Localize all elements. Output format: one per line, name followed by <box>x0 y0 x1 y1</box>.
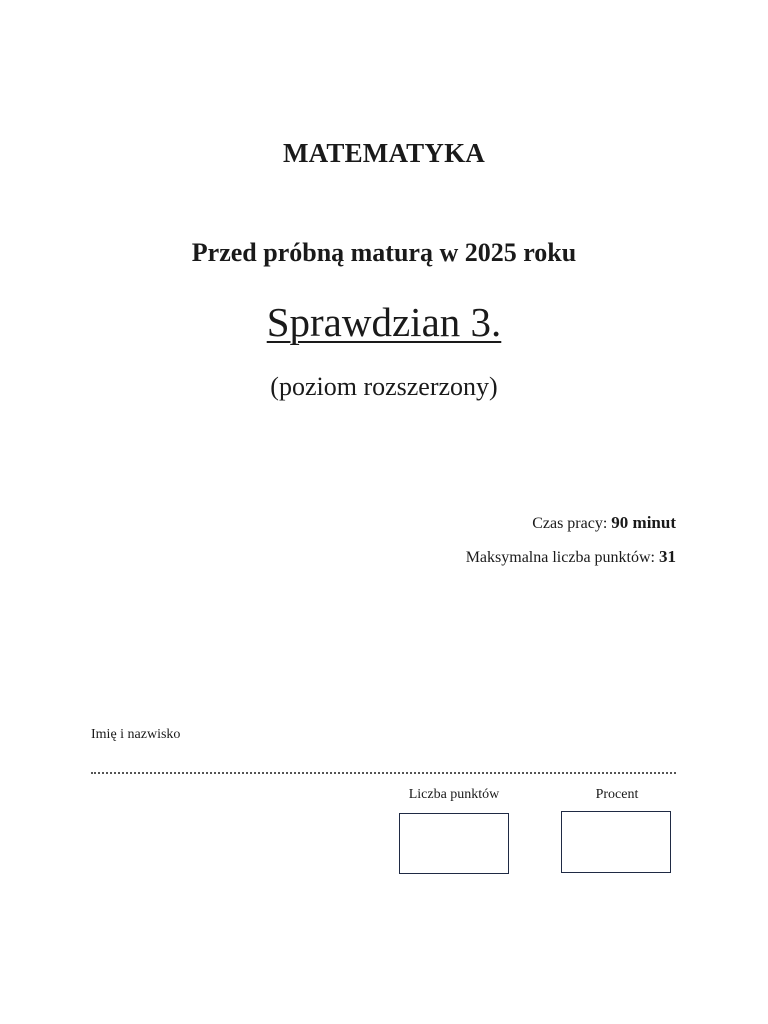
points-box[interactable] <box>399 813 509 874</box>
level-label: (poziom rozszerzony) <box>270 372 498 401</box>
percent-box[interactable] <box>561 811 671 873</box>
name-label: Imię i nazwisko <box>91 727 181 742</box>
test-title-text: Sprawdzian 3. <box>266 299 502 345</box>
max-points-value: 31 <box>659 547 676 566</box>
max-points-line <box>466 547 676 567</box>
work-time-line <box>532 513 676 533</box>
max-points-label: Maksymalna liczba punktów: <box>465 549 655 566</box>
work-time-value: 90 minut <box>611 513 676 532</box>
points-box-label: Liczba punktów <box>408 787 500 802</box>
name-field[interactable] <box>91 762 676 774</box>
work-time-label: Czas pracy: <box>532 515 608 532</box>
exam-subtitle: Przed próbną maturą w 2025 roku <box>191 238 577 267</box>
subject-heading: MATEMATYKA <box>283 138 485 168</box>
test-title <box>0 298 768 346</box>
percent-box-label: Procent <box>595 787 639 802</box>
